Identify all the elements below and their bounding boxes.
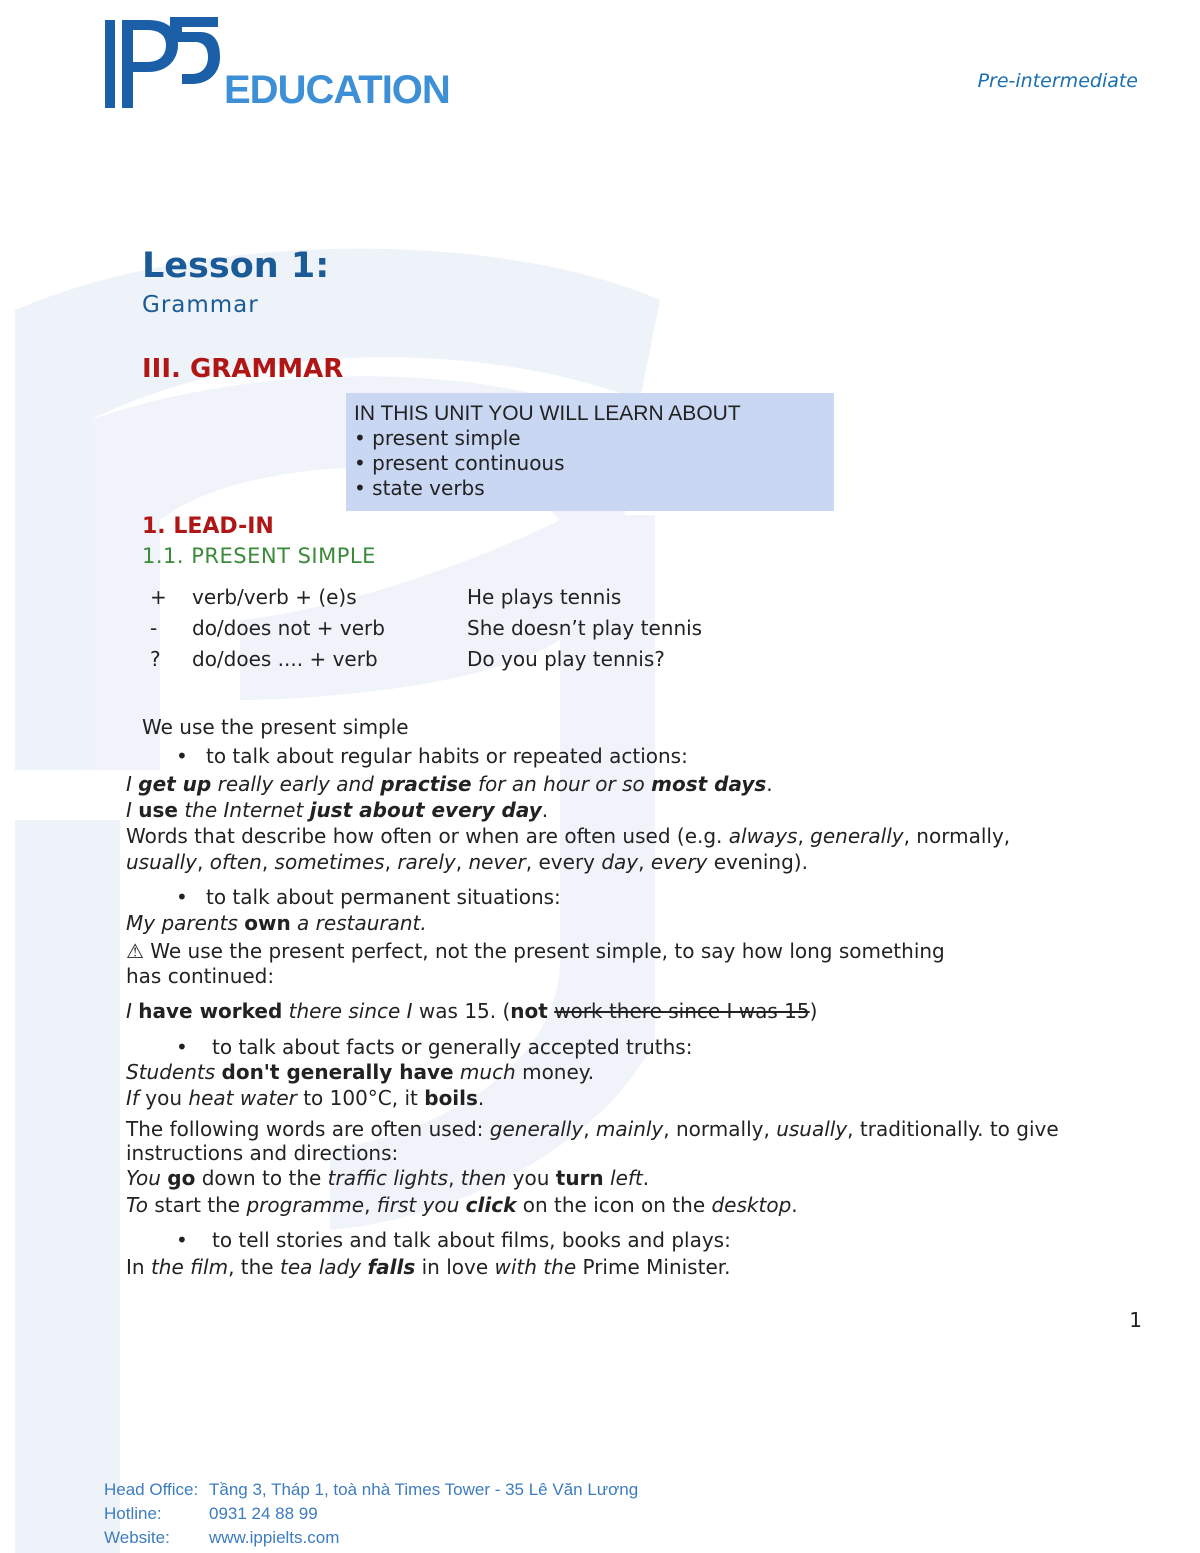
leadin-subheading: 1.1. PRESENT SIMPLE (142, 544, 376, 568)
lesson-subtitle: Grammar (142, 292, 259, 318)
warning-icon: ⚠ We use the present perfect, not the present simple, to say how long something (126, 939, 945, 963)
leadin-heading: 1. LEAD-IN (142, 514, 274, 539)
form-example: She doesn’t play tennis (467, 616, 703, 640)
bullet-text: to tell stories and talk about films, books and plays: (212, 1228, 731, 1252)
frequency-words: Words that describe how often or when are often used (e.g. always, generally, normally, (126, 824, 1011, 848)
usage-bullet: • to talk about regular habits or repeated actions: (176, 744, 688, 768)
warning-note-cont: has continued: (126, 964, 275, 988)
unit-box-heading: IN THIS UNIT YOU WILL LEARN ABOUT (354, 402, 741, 425)
unit-box-item: • present simple (354, 426, 521, 450)
form-rule: do/does not + verb (192, 616, 385, 640)
example-sentence: In the film, the tea lady falls in love with the Prime Minister. (126, 1255, 731, 1279)
form-rule: do/does .... + verb (192, 647, 378, 671)
usage-intro: We use the present simple (142, 715, 409, 739)
footer-website[interactable]: Website: www.ippielts.com (104, 1528, 340, 1547)
example-sentence: I use the Internet just about every day. (126, 798, 549, 822)
usage-bullet: • to talk about permanent situations: (176, 885, 561, 909)
form-symbol: - (150, 616, 158, 640)
frequency-words: The following words are often used: generally, mainly, normally, usually, traditionally. to give (126, 1117, 1059, 1141)
frequency-words: usually, often, sometimes, rarely, never, every day, every evening). (126, 850, 808, 874)
form-example: Do you play tennis? (467, 647, 665, 671)
example-sentence: Students don't generally have much money. (126, 1060, 595, 1084)
section-title: III. GRAMMAR (142, 354, 344, 384)
unit-objectives-box (346, 393, 834, 511)
example-sentence: I have worked there since I was 15. (not work there since I was 15) (126, 999, 818, 1023)
unit-box-item: • state verbs (354, 476, 485, 500)
bullet-text: to talk about regular habits or repeated actions: (206, 744, 688, 768)
form-rule: verb/verb + (e)s (192, 585, 357, 609)
bullet-text: to talk about permanent situations: (206, 885, 561, 909)
warning-note (126, 939, 945, 964)
bullet-text: to talk about facts or generally accepted truths: (212, 1035, 693, 1059)
form-symbol: + (150, 585, 167, 609)
example-sentence: I get up really early and practise for an hour or so most days. (126, 772, 773, 796)
example-sentence: To start the programme, first you click on the icon on the desktop. (126, 1193, 798, 1217)
example-sentence: If you heat water to 100°C, it boils. (126, 1086, 485, 1110)
frequency-words-cont: instructions and directions: (126, 1141, 399, 1165)
logo-education-word: EDUCATION (224, 68, 450, 112)
ipp-logo (100, 12, 225, 112)
footer-office: Head Office: Tầng 3, Tháp 1, toà nhà Times Tower - 35 Lê Văn Lương (104, 1480, 639, 1499)
example-sentence: You go down to the traffic lights, then you turn left. (126, 1166, 650, 1190)
usage-bullet: • to tell stories and talk about films, books and plays: (176, 1228, 731, 1252)
page-number: 1 (1129, 1308, 1142, 1332)
form-example: He plays tennis (467, 585, 622, 609)
example-sentence: My parents own a restaurant. (126, 911, 427, 935)
unit-box-item: • present continuous (354, 451, 565, 475)
form-symbol: ? (150, 647, 161, 671)
course-level: Pre-intermediate (977, 70, 1138, 92)
lesson-title: Lesson 1: (142, 246, 330, 286)
usage-bullet: • to talk about facts or generally accepted truths: (176, 1035, 693, 1059)
footer-hotline: Hotline: 0931 24 88 99 (104, 1504, 318, 1523)
